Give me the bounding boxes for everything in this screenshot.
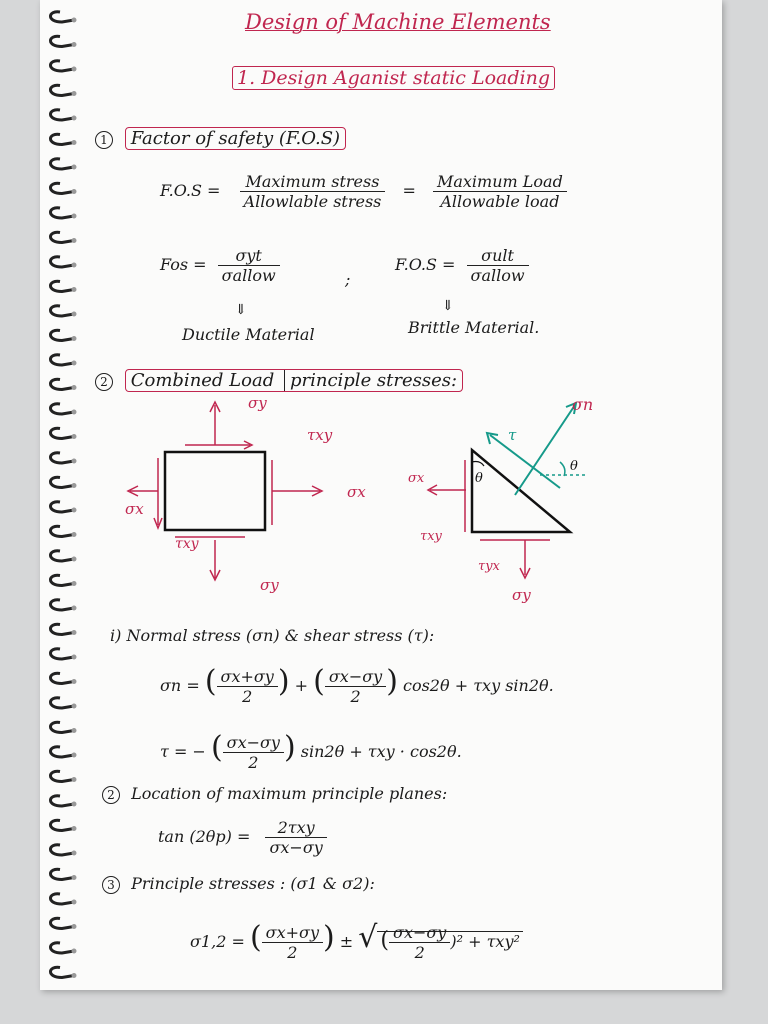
location-number: 2 — [102, 786, 120, 804]
shear-stress-equation: τ = − ( $\frac{\sigma x-\sigma y}{2}$ ) sin2θ + τxy · cos2θ. — [160, 730, 462, 772]
principle-number: 3 — [102, 876, 120, 894]
binding-ring — [51, 624, 75, 634]
sigma-yt: σyt — [235, 246, 262, 265]
page-title: Design of Machine Elements — [245, 10, 551, 34]
combined-load-text: Combined Load — [130, 370, 275, 391]
binding-hole — [72, 508, 77, 513]
tau-frac — [223, 733, 284, 772]
fos3-label: F.O.S = — [395, 255, 456, 274]
binding-hole — [72, 679, 77, 684]
ps-root-tail: )² + τxy² — [450, 932, 520, 951]
label-tau: τ — [508, 426, 517, 444]
spiral-binding — [40, 0, 118, 1000]
arrow-down-icon: ⇓ — [235, 302, 247, 318]
section-title: 1. Design Aganist static Loading — [232, 66, 555, 90]
label-tri-sigma-x: σx — [408, 471, 425, 486]
principle-stress-equation: σ1,2 = ( $\frac{\sigma x+\sigma y}{2}$ ) ± √ ( $\frac{\sigma x-\sigma y}{2}$ )² + τxy² — [190, 920, 523, 962]
binding-ring — [51, 306, 75, 316]
brittle-ratio — [467, 246, 529, 285]
binding-ring — [51, 698, 75, 708]
ductile-ratio — [218, 246, 280, 285]
tau-arrowhead — [487, 433, 498, 444]
binding-ring — [51, 771, 75, 781]
sigma-ult: σult — [481, 246, 514, 265]
plus-sign: + — [294, 676, 309, 695]
sn-f2-num: σx−σy — [328, 667, 383, 686]
binding-hole — [72, 410, 77, 415]
binding-ring — [51, 967, 75, 977]
binding-ring — [51, 404, 75, 414]
tan-equation — [158, 818, 327, 857]
binding-hole — [72, 67, 77, 72]
ps-lhs: σ1,2 = — [190, 932, 245, 951]
binding-hole — [72, 483, 77, 488]
label-theta-2: θ — [570, 459, 578, 474]
principle-stress-heading — [102, 874, 375, 894]
location-text: Location of maximum principle planes: — [131, 784, 448, 803]
binding-hole — [72, 704, 77, 709]
label-tri-tau-xy: τxy — [420, 529, 442, 544]
normal-stress-equation: σn = ( $\frac{\sigma x+\sigma y}{2}$ ) + ( $\frac{\sigma x-\sigma y}{2}$ ) cos2θ + τxy sin2θ. — [160, 664, 554, 706]
binding-ring — [51, 281, 75, 291]
binding-hole — [72, 140, 77, 145]
label-sigma-y-bottom: σy — [260, 576, 279, 594]
principle-stresses-text: principle stresses: — [284, 370, 457, 391]
binding-hole — [72, 189, 77, 194]
label-tri-sigma-y: σy — [512, 586, 531, 604]
binding-ring — [51, 551, 75, 561]
stress-triangle — [472, 450, 570, 532]
binding-hole — [72, 361, 77, 366]
allow-stress: Allowlable stress — [240, 191, 386, 211]
section-number: 1 — [95, 131, 113, 149]
binding-ring — [51, 918, 75, 928]
binding-ring — [51, 208, 75, 218]
ps-root-num: σx−σy — [393, 923, 447, 942]
max-stress: Maximum stress — [245, 172, 380, 191]
ps-f-den: 2 — [262, 942, 323, 962]
binding-hole — [72, 312, 77, 317]
plus-minus: ± — [339, 932, 354, 951]
binding-hole — [72, 165, 77, 170]
tan-num: 2τxy — [277, 818, 315, 837]
binding-hole — [72, 753, 77, 758]
binding-hole — [72, 655, 77, 660]
section-number-2: 2 — [95, 373, 113, 391]
binding-ring — [51, 869, 75, 879]
allow-load: Allowable load — [433, 191, 567, 211]
binding-hole — [72, 924, 77, 929]
binding-hole — [72, 728, 77, 733]
stress-ratio — [240, 172, 386, 211]
binding-ring — [51, 747, 75, 757]
binding-ring — [51, 36, 75, 46]
binding-ring — [51, 600, 75, 610]
binding-hole — [72, 777, 77, 782]
binding-hole — [72, 116, 77, 121]
binding-ring — [51, 379, 75, 389]
binding-hole — [72, 802, 77, 807]
binding-hole — [72, 630, 77, 635]
tau-lhs: τ = − — [160, 742, 206, 761]
label-sigma-n: σn — [572, 395, 594, 414]
binding-ring — [51, 502, 75, 512]
binding-hole — [72, 385, 77, 390]
binding-hole — [72, 851, 77, 856]
binding-ring — [51, 526, 75, 536]
ps-root-frac — [389, 923, 450, 962]
binding-ring — [51, 330, 75, 340]
fos-heading-text: Factor of safety (F.O.S) — [125, 127, 346, 150]
label-tau-left: τxy — [175, 536, 199, 552]
notebook-page — [40, 0, 722, 990]
normal-line — [515, 405, 575, 495]
binding-hole — [72, 459, 77, 464]
binding-hole — [72, 238, 77, 243]
label-theta-1: θ — [475, 471, 483, 486]
binding-ring — [51, 673, 75, 683]
root-body: ( $\frac{\sigma x-\sigma y}{2}$ )² + τxy² — [377, 931, 522, 951]
sigma-allow-2: σallow — [467, 265, 529, 285]
binding-hole — [72, 606, 77, 611]
binding-hole — [72, 973, 77, 978]
sn-frac-2 — [325, 667, 386, 706]
tan-lhs: tan (2θp) = — [158, 827, 251, 846]
location-heading — [102, 784, 447, 804]
theta-arc-inner — [472, 462, 484, 467]
binding-hole — [72, 42, 77, 47]
binding-ring — [51, 110, 75, 120]
label-sigma-x-left: σx — [125, 500, 144, 518]
max-load: Maximum Load — [436, 172, 563, 191]
binding-hole — [72, 900, 77, 905]
fos-formula-1 — [160, 172, 567, 211]
binding-ring — [51, 232, 75, 242]
binding-ring — [51, 796, 75, 806]
binding-hole — [72, 18, 77, 23]
binding-hole — [72, 214, 77, 219]
binding-hole — [72, 532, 77, 537]
binding-hole — [72, 263, 77, 268]
label-tau-top: τxy — [307, 426, 333, 444]
binding-ring — [51, 257, 75, 267]
binding-hole — [72, 826, 77, 831]
brittle-material: Brittle Material. — [408, 318, 540, 337]
label-tri-tau-yx: τyx — [478, 559, 500, 574]
theta-arc — [560, 462, 565, 476]
binding-ring — [51, 894, 75, 904]
sn-f1-den: 2 — [217, 686, 278, 706]
tan-frac — [265, 818, 326, 857]
binding-ring — [51, 820, 75, 830]
tau-f-num: σx−σy — [226, 733, 280, 752]
combined-load-heading — [95, 370, 463, 391]
sn-f2-den: 2 — [325, 686, 386, 706]
ductile-material: Ductile Material — [182, 325, 315, 344]
binding-ring — [51, 12, 75, 22]
ps-f-num: σx+σy — [265, 923, 319, 942]
binding-ring — [51, 649, 75, 659]
binding-hole — [72, 581, 77, 586]
fos-heading — [95, 128, 346, 149]
binding-ring — [51, 134, 75, 144]
binding-ring — [51, 575, 75, 585]
binding-hole — [72, 336, 77, 341]
binding-hole — [72, 557, 77, 562]
binding-ring — [51, 355, 75, 365]
stress-element-diagram — [125, 390, 610, 605]
binding-hole — [72, 91, 77, 96]
binding-hole — [72, 875, 77, 880]
binding-ring — [51, 159, 75, 169]
principle-text: Principle stresses : (σ1 & σ2): — [131, 874, 375, 893]
binding-ring — [51, 183, 75, 193]
binding-ring — [51, 85, 75, 95]
fos-label: F.O.S = — [160, 181, 221, 200]
fos2-label: Fos = — [160, 255, 207, 274]
normal-shear-heading: i) Normal stress (σn) & shear stress (τ): — [110, 626, 435, 645]
binding-ring — [51, 477, 75, 487]
sn-tail: cos2θ + τxy sin2θ. — [403, 676, 554, 695]
sn-f1-num: σx+σy — [220, 667, 274, 686]
binding-ring — [51, 453, 75, 463]
stress-element-square — [165, 452, 265, 530]
sn-frac-1 — [217, 667, 278, 706]
binding-hole — [72, 287, 77, 292]
ps-root-den: 2 — [389, 942, 450, 962]
fos-formula-2 — [160, 246, 280, 285]
binding-hole — [72, 434, 77, 439]
arrow-down-icon-2: ⇓ — [442, 298, 454, 314]
label-sigma-x-right: σx — [347, 483, 366, 501]
equals-sign: = — [402, 181, 416, 200]
tau-tail: sin2θ + τxy · cos2θ. — [300, 742, 462, 761]
ps-frac — [262, 923, 323, 962]
sigma-allow: σallow — [218, 265, 280, 285]
binding-ring — [51, 943, 75, 953]
binding-ring — [51, 845, 75, 855]
binding-hole — [72, 949, 77, 954]
tan-den: σx−σy — [265, 837, 326, 857]
load-ratio — [433, 172, 567, 211]
binding-ring — [51, 722, 75, 732]
sn-lhs: σn = — [160, 676, 200, 695]
fos-formula-3 — [395, 246, 529, 285]
semicolon: ; — [345, 270, 351, 289]
label-sigma-y-top: σy — [248, 394, 267, 412]
binding-ring — [51, 428, 75, 438]
tau-f-den: 2 — [223, 752, 284, 772]
combined-load-box — [125, 369, 463, 392]
binding-ring — [51, 61, 75, 71]
